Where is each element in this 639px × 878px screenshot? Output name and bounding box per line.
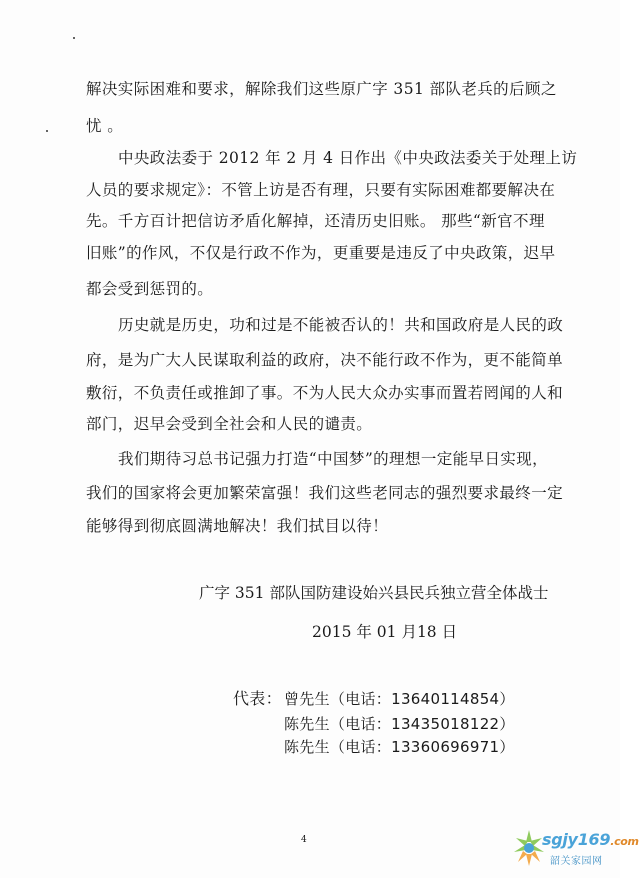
- site-watermark: [512, 826, 639, 872]
- signature-org: 广字 351 部队国防建设始兴县民兵独立营全体战士: [199, 584, 549, 602]
- watermark-brand-name: sgjy169: [542, 830, 611, 849]
- watermark-subtitle: 韶关家园网: [550, 856, 603, 867]
- body-line: 敷衍，不负责任或推卸了事。不为人民大众办实事而置若罔闻的人和: [86, 384, 564, 402]
- body-line: 旧账”的作风，不仅是行政不作为，更重要是违反了中央政策，迟早: [86, 244, 556, 262]
- body-line: 都会受到惩罚的。: [86, 280, 214, 298]
- body-line: 人员的要求规定》：不管上访是否有理，只要有实际困难都要解决在: [86, 181, 556, 199]
- page-number: 4: [301, 835, 307, 845]
- body-line: 我们期待习总书记强力打造“中国梦”的理想一定能早日实现，: [118, 450, 549, 468]
- starburst-logo-icon: [512, 828, 546, 868]
- body-line: 历史就是历史，功和过是不能被否认的！共和国政府是人民的政: [118, 316, 564, 334]
- watermark-domain: .com: [610, 835, 639, 848]
- scan-speck: [73, 37, 75, 39]
- representative-contact: 陈先生（电话：13435018122）: [284, 715, 515, 733]
- body-line: 忧 。: [86, 117, 124, 135]
- representative-contact: 陈先生（电话：13360696971）: [284, 738, 515, 756]
- scan-speck: [46, 130, 48, 132]
- representatives-label: 代表：: [233, 689, 282, 708]
- body-line: 部门，迟早会受到全社会和人民的谴责。: [86, 415, 373, 433]
- body-line: 能够得到彻底圆满地解决！我们拭目以待！: [86, 517, 389, 535]
- representative-contact: 曾先生（电话：13640114854）: [284, 690, 515, 708]
- body-line: 府，是为广大人民谋取利益的政府，决不能行政不作为，更不能简单: [86, 351, 564, 369]
- body-line: 我们的国家将会更加繁荣富强！我们这些老同志的强烈要求最终一定: [86, 484, 564, 502]
- watermark-brand: [542, 830, 639, 849]
- body-line: 先。千方百计把信访矛盾化解掉，还清历史旧账。 那些“新官不理: [86, 212, 545, 230]
- signature-date: 2015 年 01 月18 日: [312, 623, 458, 641]
- body-line: 解决实际困难和要求，解除我们这些原广字 351 部队老兵的后顾之: [86, 80, 557, 98]
- body-line: 中央政法委于 2012 年 2 月 4 日作出《中央政法委关于处理上访: [118, 149, 578, 167]
